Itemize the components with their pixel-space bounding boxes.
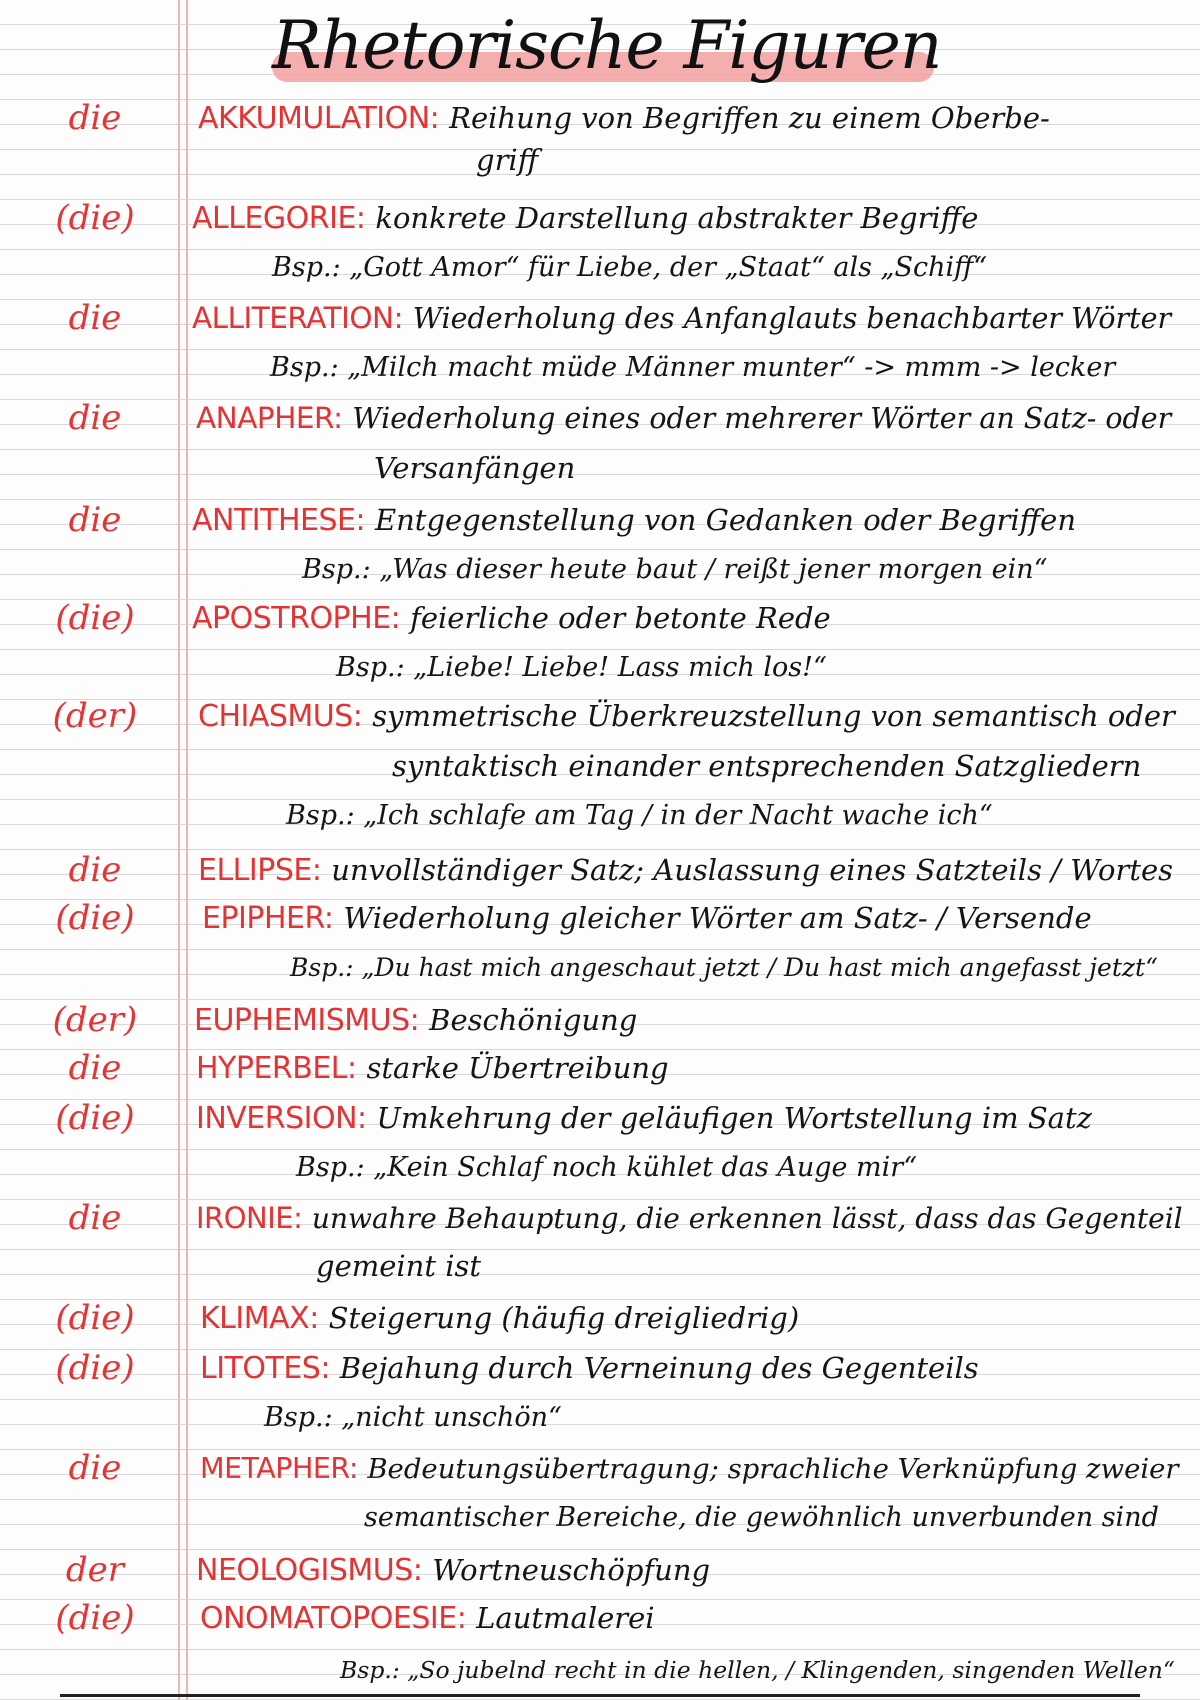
entry-term: APOSTROPHE: bbox=[192, 601, 401, 636]
entry-term: IRONIE: bbox=[196, 1201, 303, 1235]
entry-line bbox=[200, 1348, 979, 1389]
entry-article: (die) bbox=[55, 598, 135, 638]
entry-article: (die) bbox=[55, 898, 135, 938]
entry-term: ELLIPSE: bbox=[198, 853, 322, 888]
entry-article: (die) bbox=[55, 1098, 135, 1138]
entry-term: NEOLOGISMUS: bbox=[196, 1553, 423, 1588]
entry-term: EPIPHER: bbox=[202, 901, 334, 936]
entry-definition: unwahre Behauptung, die erkennen lässt, dass das Gegenteil bbox=[311, 1202, 1183, 1235]
entry-line bbox=[192, 198, 978, 239]
entry-line bbox=[198, 850, 1173, 891]
entry-article: die bbox=[68, 98, 122, 138]
entry-definition: Entgegenstellung von Gedanken oder Begriffen bbox=[374, 503, 1077, 537]
entry-definition: Lautmalerei bbox=[476, 1601, 655, 1635]
entry-line bbox=[192, 298, 1171, 339]
entry-definition: Wiederholung des Anfanglauts benachbarter Wörter bbox=[412, 302, 1172, 335]
entry-definition: syntaktisch einander entsprechenden Satzgliedern bbox=[392, 749, 1142, 783]
entry-definition: Reihung von Begriffen zu einem Oberbe- bbox=[449, 101, 1050, 135]
entry-line bbox=[192, 598, 831, 639]
entry-definition: feierliche oder betonte Rede bbox=[410, 601, 831, 635]
entry-definition: Wortneuschöpfung bbox=[432, 1553, 711, 1587]
entry-example: Bsp.: „Liebe! Liebe! Lass mich los!“ bbox=[336, 652, 827, 683]
entry-term: ANAPHER: bbox=[196, 401, 343, 435]
entry-article: der bbox=[65, 1550, 125, 1590]
entry-definition: Wiederholung gleicher Wörter am Satz- / Versende bbox=[343, 901, 1092, 935]
entry-example: Bsp.: „nicht unschön“ bbox=[264, 1402, 562, 1433]
entry-term: METAPHER: bbox=[200, 1452, 358, 1485]
entry-term: KLIMAX: bbox=[200, 1301, 319, 1336]
entry-example: Bsp.: „So jubelnd recht in die hellen, / Klingenden, singenden Wellen“ bbox=[340, 1656, 1175, 1684]
entry-line bbox=[194, 1000, 637, 1041]
entry-definition: griff bbox=[476, 143, 539, 177]
page-title: Rhetorische Figuren bbox=[272, 7, 942, 84]
entry-term: HYPERBEL: bbox=[196, 1051, 357, 1086]
entry-line bbox=[200, 1598, 655, 1639]
entry-term: AKKUMULATION: bbox=[198, 101, 440, 136]
entry-article: die bbox=[68, 1198, 122, 1238]
entry-article: die bbox=[68, 1448, 122, 1488]
entry-term: ALLEGORIE: bbox=[192, 201, 366, 236]
page-bottom-rule bbox=[60, 1694, 1140, 1697]
entry-line bbox=[200, 1448, 1179, 1489]
entry-example: Bsp.: „Milch macht müde Männer munter“ -> mmm -> lecker bbox=[270, 352, 1116, 383]
entry-example: Bsp.: „Du hast mich angeschaut jetzt / Du hast mich angefasst jetzt“ bbox=[290, 953, 1158, 982]
entry-line bbox=[202, 898, 1092, 939]
entry-line bbox=[198, 98, 1050, 139]
entry-definition: semantischer Bereiche, die gewöhnlich unverbunden sind bbox=[364, 1502, 1159, 1533]
entry-line bbox=[198, 696, 1175, 737]
entry-definition: Versanfängen bbox=[374, 451, 576, 485]
entry-article: die bbox=[68, 298, 122, 338]
entry-article: (die) bbox=[55, 1348, 135, 1388]
entry-definition: Steigerung (häufig dreigliedrig) bbox=[328, 1301, 800, 1335]
entry-line bbox=[200, 1298, 799, 1339]
entry-definition: konkrete Darstellung abstrakter Begriffe bbox=[375, 201, 979, 235]
entry-term: LITOTES: bbox=[200, 1351, 330, 1386]
entry-definition: unvollständiger Satz; Auslassung eines Satzteils / Wortes bbox=[331, 853, 1174, 887]
entry-term: ONOMATOPOESIE: bbox=[200, 1601, 467, 1636]
entry-line bbox=[196, 398, 1171, 439]
entry-article: die bbox=[68, 1048, 122, 1088]
entry-article: die bbox=[68, 850, 122, 890]
entry-line bbox=[196, 1048, 669, 1089]
entry-article: (die) bbox=[55, 1298, 135, 1338]
entry-definition: starke Übertreibung bbox=[366, 1051, 669, 1085]
entry-line bbox=[196, 1550, 710, 1591]
entry-line bbox=[196, 1098, 1092, 1139]
entry-definition: Wiederholung eines oder mehrerer Wörter an Satz- oder bbox=[352, 402, 1172, 435]
entry-term: ANTITHESE: bbox=[192, 503, 366, 538]
entry-line bbox=[196, 1198, 1183, 1239]
entry-line bbox=[192, 500, 1076, 541]
entry-definition: Bejahung durch Verneinung des Gegenteils bbox=[339, 1351, 979, 1385]
entry-term: CHIASMUS: bbox=[198, 699, 363, 734]
entry-term: ALLITERATION: bbox=[192, 301, 404, 335]
entry-definition: symmetrische Überkreuzstellung von semantisch oder bbox=[372, 699, 1175, 733]
entry-example: Bsp.: „Was dieser heute baut / reißt jener morgen ein“ bbox=[302, 554, 1048, 585]
entry-term: EUPHEMISMUS: bbox=[194, 1003, 420, 1038]
entry-example: Bsp.: „Kein Schlaf noch kühlet das Auge mir“ bbox=[296, 1152, 917, 1183]
entry-definition: gemeint ist bbox=[316, 1249, 482, 1283]
entry-example: Bsp.: „Ich schlafe am Tag / in der Nacht wache ich“ bbox=[286, 800, 993, 831]
entry-definition: Bedeutungsübertragung; sprachliche Verknüpfung zweier bbox=[367, 1453, 1179, 1485]
entry-term: INVERSION: bbox=[196, 1101, 367, 1136]
entry-article: (der) bbox=[52, 1000, 138, 1040]
entry-example: Bsp.: „Gott Amor“ für Liebe, der „Staat“ als „Schiff“ bbox=[272, 252, 988, 283]
entry-definition: Beschönigung bbox=[429, 1003, 638, 1037]
entry-article: die bbox=[68, 500, 122, 540]
entry-article: die bbox=[68, 398, 122, 438]
entry-article: (die) bbox=[55, 1598, 135, 1638]
entry-article: (die) bbox=[55, 198, 135, 238]
margin-line bbox=[178, 0, 180, 1700]
margin-line bbox=[186, 0, 188, 1700]
entry-article: (der) bbox=[52, 696, 138, 736]
entry-definition: Umkehrung der geläufigen Wortstellung im Satz bbox=[376, 1101, 1092, 1135]
